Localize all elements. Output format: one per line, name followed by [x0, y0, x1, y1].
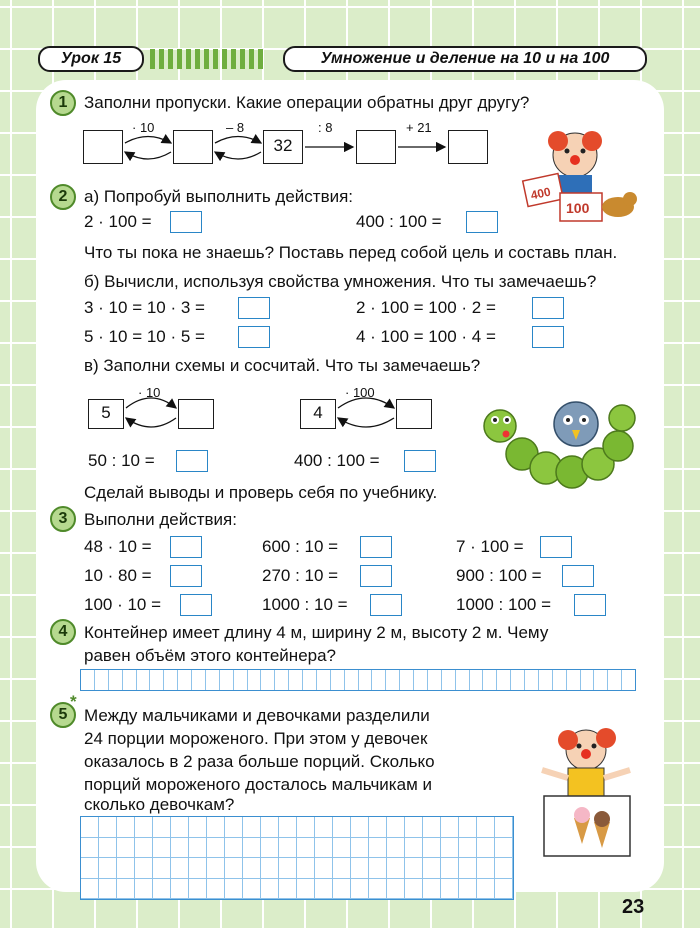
task2c-scheme2-start: 4	[300, 399, 336, 429]
task4-badge: 4	[50, 619, 76, 645]
arrow-2-back	[215, 152, 261, 159]
grid-cell	[333, 838, 351, 859]
grid-cell	[261, 879, 279, 900]
lesson-label: Урок 15	[38, 46, 144, 72]
task3-text: Выполни действия:	[84, 510, 237, 529]
grid-cell	[333, 817, 351, 838]
grid-cell	[81, 858, 99, 879]
grid-cell	[423, 838, 441, 859]
grid-cell	[189, 817, 207, 838]
task1-op-2: – 8	[226, 120, 245, 135]
task2b-row1-right: 2 · 100 = 100 · 2 =	[356, 298, 496, 317]
task1-op-3: : 8	[318, 120, 333, 135]
grid-cell	[189, 858, 207, 879]
grid-cell	[99, 838, 117, 859]
grid-cell	[477, 858, 495, 879]
grid-cell	[495, 817, 513, 838]
grid-cell	[207, 879, 225, 900]
task2c-scheme1-start: 5	[88, 399, 124, 429]
task2b-row1-left: 3 · 10 = 10 · 3 =	[84, 298, 205, 317]
grid-cell	[99, 858, 117, 879]
grid-cell	[405, 858, 423, 879]
task3-col2-row3: 1000 : 10 =	[262, 595, 348, 614]
grid-cell	[333, 879, 351, 900]
grid-cell	[207, 817, 225, 838]
lesson-topic: Умножение и деление на 10 и на 100	[283, 46, 647, 72]
grid-cell	[315, 858, 333, 879]
clown-with-signs-illustration	[520, 125, 645, 230]
task5-line2: 24 порции мороженого. При этом у девочек	[84, 729, 428, 748]
sign-400: 400	[529, 184, 552, 203]
task2b-row1-right-answer[interactable]	[532, 297, 564, 319]
task2-conclusion: Сделай выводы и проверь себя по учебнику.	[84, 483, 438, 502]
grid-cell	[315, 817, 333, 838]
task3-col2-row3-answer[interactable]	[370, 594, 402, 616]
task2a-right-answer[interactable]	[466, 211, 498, 233]
task4-line2: равен объём этого контейнера?	[84, 646, 337, 665]
task2a-left-answer[interactable]	[170, 211, 202, 233]
grid-cell	[459, 858, 477, 879]
task4-answer-strip[interactable]	[80, 669, 636, 691]
grid-cell	[333, 858, 351, 879]
grid-cell	[171, 838, 189, 859]
grid-cell	[225, 817, 243, 838]
grid-cell	[297, 879, 315, 900]
grid-cell	[423, 858, 441, 879]
grid-cell	[189, 879, 207, 900]
task2c-scheme1-op: · 10	[138, 385, 161, 400]
task2b-row2-left-answer[interactable]	[238, 326, 270, 348]
grid-cell	[405, 838, 423, 859]
grid-cell	[297, 817, 315, 838]
task5-line1: Между мальчиками и девочками разделили	[84, 706, 430, 725]
task2c-eq2-answer[interactable]	[404, 450, 436, 472]
grid-cell	[441, 858, 459, 879]
task3-col3-row3: 1000 : 100 =	[456, 595, 552, 614]
grid-cell	[279, 838, 297, 859]
task2a-note: Что ты пока не знаешь? Поставь перед собой цель и составь план.	[84, 243, 618, 262]
grid-cell	[477, 879, 495, 900]
grid-cell	[351, 858, 369, 879]
task3-badge: 3	[50, 506, 76, 532]
grid-cell	[423, 879, 441, 900]
grid-cell	[495, 858, 513, 879]
grid-cell	[117, 879, 135, 900]
task2b-text: б) Вычисли, используя свойства умножения. Что ты замечаешь?	[84, 272, 597, 291]
grid-cell	[351, 879, 369, 900]
task5-badge: 5	[50, 702, 76, 728]
grid-cell	[387, 879, 405, 900]
grid-cell	[405, 817, 423, 838]
grid-cell	[459, 838, 477, 859]
task2c-text: в) Заполни схемы и сосчитай. Что ты замечаешь?	[84, 356, 481, 375]
task2c-eq1-answer[interactable]	[176, 450, 208, 472]
task5-star: *	[70, 692, 77, 711]
task2b-row2-right-answer[interactable]	[532, 326, 564, 348]
grid-cell	[171, 858, 189, 879]
grid-cell	[297, 838, 315, 859]
grid-cell	[225, 858, 243, 879]
grid-cell	[171, 817, 189, 838]
task3-col3-row1: 7 · 100 =	[456, 537, 524, 556]
task2c-eq1: 50 : 10 =	[88, 451, 155, 470]
grid-cell	[81, 817, 99, 838]
grid-cell	[207, 858, 225, 879]
grid-cell	[315, 838, 333, 859]
task2a-text: а) Попробуй выполнить действия:	[84, 187, 354, 206]
grid-cell	[261, 817, 279, 838]
grid-cell	[243, 879, 261, 900]
grid-cell	[423, 817, 441, 838]
grid-cell	[369, 838, 387, 859]
grid-cell	[369, 879, 387, 900]
grid-cell	[405, 879, 423, 900]
grid-cell	[369, 858, 387, 879]
grid-cell	[441, 817, 459, 838]
task3-col2-row1-answer[interactable]	[360, 536, 392, 558]
task2c-scheme2-op: · 100	[345, 385, 375, 400]
grid-cell	[243, 838, 261, 859]
task3-col3-row2-answer[interactable]	[562, 565, 594, 587]
grid-cell	[99, 879, 117, 900]
grid-cell	[243, 817, 261, 838]
task4-line1: Контейнер имеет длину 4 м, ширину 2 м, высоту 2 м. Чему	[84, 623, 549, 642]
task1-op-1: · 10	[132, 120, 155, 135]
task2b-row1-left-answer[interactable]	[238, 297, 270, 319]
grid-cell	[207, 838, 225, 859]
grid-cell	[153, 879, 171, 900]
grid-cell	[189, 838, 207, 859]
task2b-row2-left: 5 · 10 = 10 · 5 =	[84, 327, 205, 346]
grid-cell	[477, 817, 495, 838]
grid-cell	[387, 838, 405, 859]
grid-cell	[441, 879, 459, 900]
grid-cell	[135, 817, 153, 838]
arrow-1-back	[125, 152, 171, 159]
grid-cell	[225, 838, 243, 859]
task5-line3: оказалось в 2 раза больше порций. Сколько	[84, 752, 435, 771]
task1-badge: 1	[50, 90, 76, 116]
grid-cell	[495, 879, 513, 900]
grid-cell	[441, 838, 459, 859]
grid-cell	[81, 838, 99, 859]
task3-col1-row1-answer[interactable]	[170, 536, 202, 558]
grid-cell	[135, 858, 153, 879]
grid-cell	[495, 838, 513, 859]
task2a-right: 400 : 100 =	[356, 212, 442, 231]
grid-cell	[117, 858, 135, 879]
task2b-row2-right: 4 · 100 = 100 · 4 =	[356, 327, 496, 346]
task3-col1-row2: 10 · 80 =	[84, 566, 152, 585]
grid-cell	[153, 817, 171, 838]
grid-cell	[135, 838, 153, 859]
grid-cell	[297, 858, 315, 879]
grid-cell	[81, 879, 99, 900]
grid-cell	[171, 879, 189, 900]
task3-col3-row2: 900 : 100 =	[456, 566, 542, 585]
task3-col2-row1: 600 : 10 =	[262, 537, 339, 556]
grid-cell	[225, 879, 243, 900]
grid-cell	[117, 838, 135, 859]
task5-answer-grid[interactable]	[80, 816, 514, 900]
grid-cell	[351, 838, 369, 859]
grid-cell	[387, 817, 405, 838]
page-number: 23	[622, 896, 645, 918]
grid-cell	[315, 879, 333, 900]
grid-cell	[279, 817, 297, 838]
task3-col1-row3: 100 · 10 =	[84, 595, 162, 614]
grid-cell	[243, 858, 261, 879]
grid-cell	[351, 817, 369, 838]
grid-cell	[99, 817, 117, 838]
task2-badge: 2	[50, 184, 76, 210]
task1-text: Заполни пропуски. Какие операции обратны друг другу?	[84, 93, 530, 112]
task5-line5: сколько девочкам?	[84, 795, 235, 814]
task3-col3-row3-answer[interactable]	[574, 594, 606, 616]
grid-cell	[459, 879, 477, 900]
grid-cell	[117, 817, 135, 838]
grid-cell	[279, 858, 297, 879]
grid-cell	[279, 879, 297, 900]
grid-cell	[135, 879, 153, 900]
grid-cell	[153, 838, 171, 859]
icecream-clown-illustration	[534, 722, 644, 862]
task1-chain-given: 32	[263, 130, 303, 164]
grid-cell	[459, 817, 477, 838]
grid-cell	[153, 858, 171, 879]
grid-cell	[387, 858, 405, 879]
task5-line4: порций мороженого досталось мальчикам и	[84, 775, 432, 794]
task2a-left: 2 · 100 =	[84, 212, 152, 231]
grid-cell	[261, 858, 279, 879]
task3-col1-row1: 48 · 10 =	[84, 537, 152, 556]
task3-col3-row1-answer[interactable]	[540, 536, 572, 558]
task3-col1-row3-answer[interactable]	[180, 594, 212, 616]
caterpillar-bird-illustration	[480, 388, 640, 498]
sign-100: 100	[566, 200, 590, 216]
task1-op-4: + 21	[406, 120, 432, 135]
grid-cell	[477, 838, 495, 859]
grid-cell	[369, 817, 387, 838]
task3-col1-row2-answer[interactable]	[170, 565, 202, 587]
task2c-eq2: 400 : 100 =	[294, 451, 380, 470]
task3-col2-row2: 270 : 10 =	[262, 566, 339, 585]
task3-col2-row2-answer[interactable]	[360, 565, 392, 587]
grid-cell	[261, 838, 279, 859]
